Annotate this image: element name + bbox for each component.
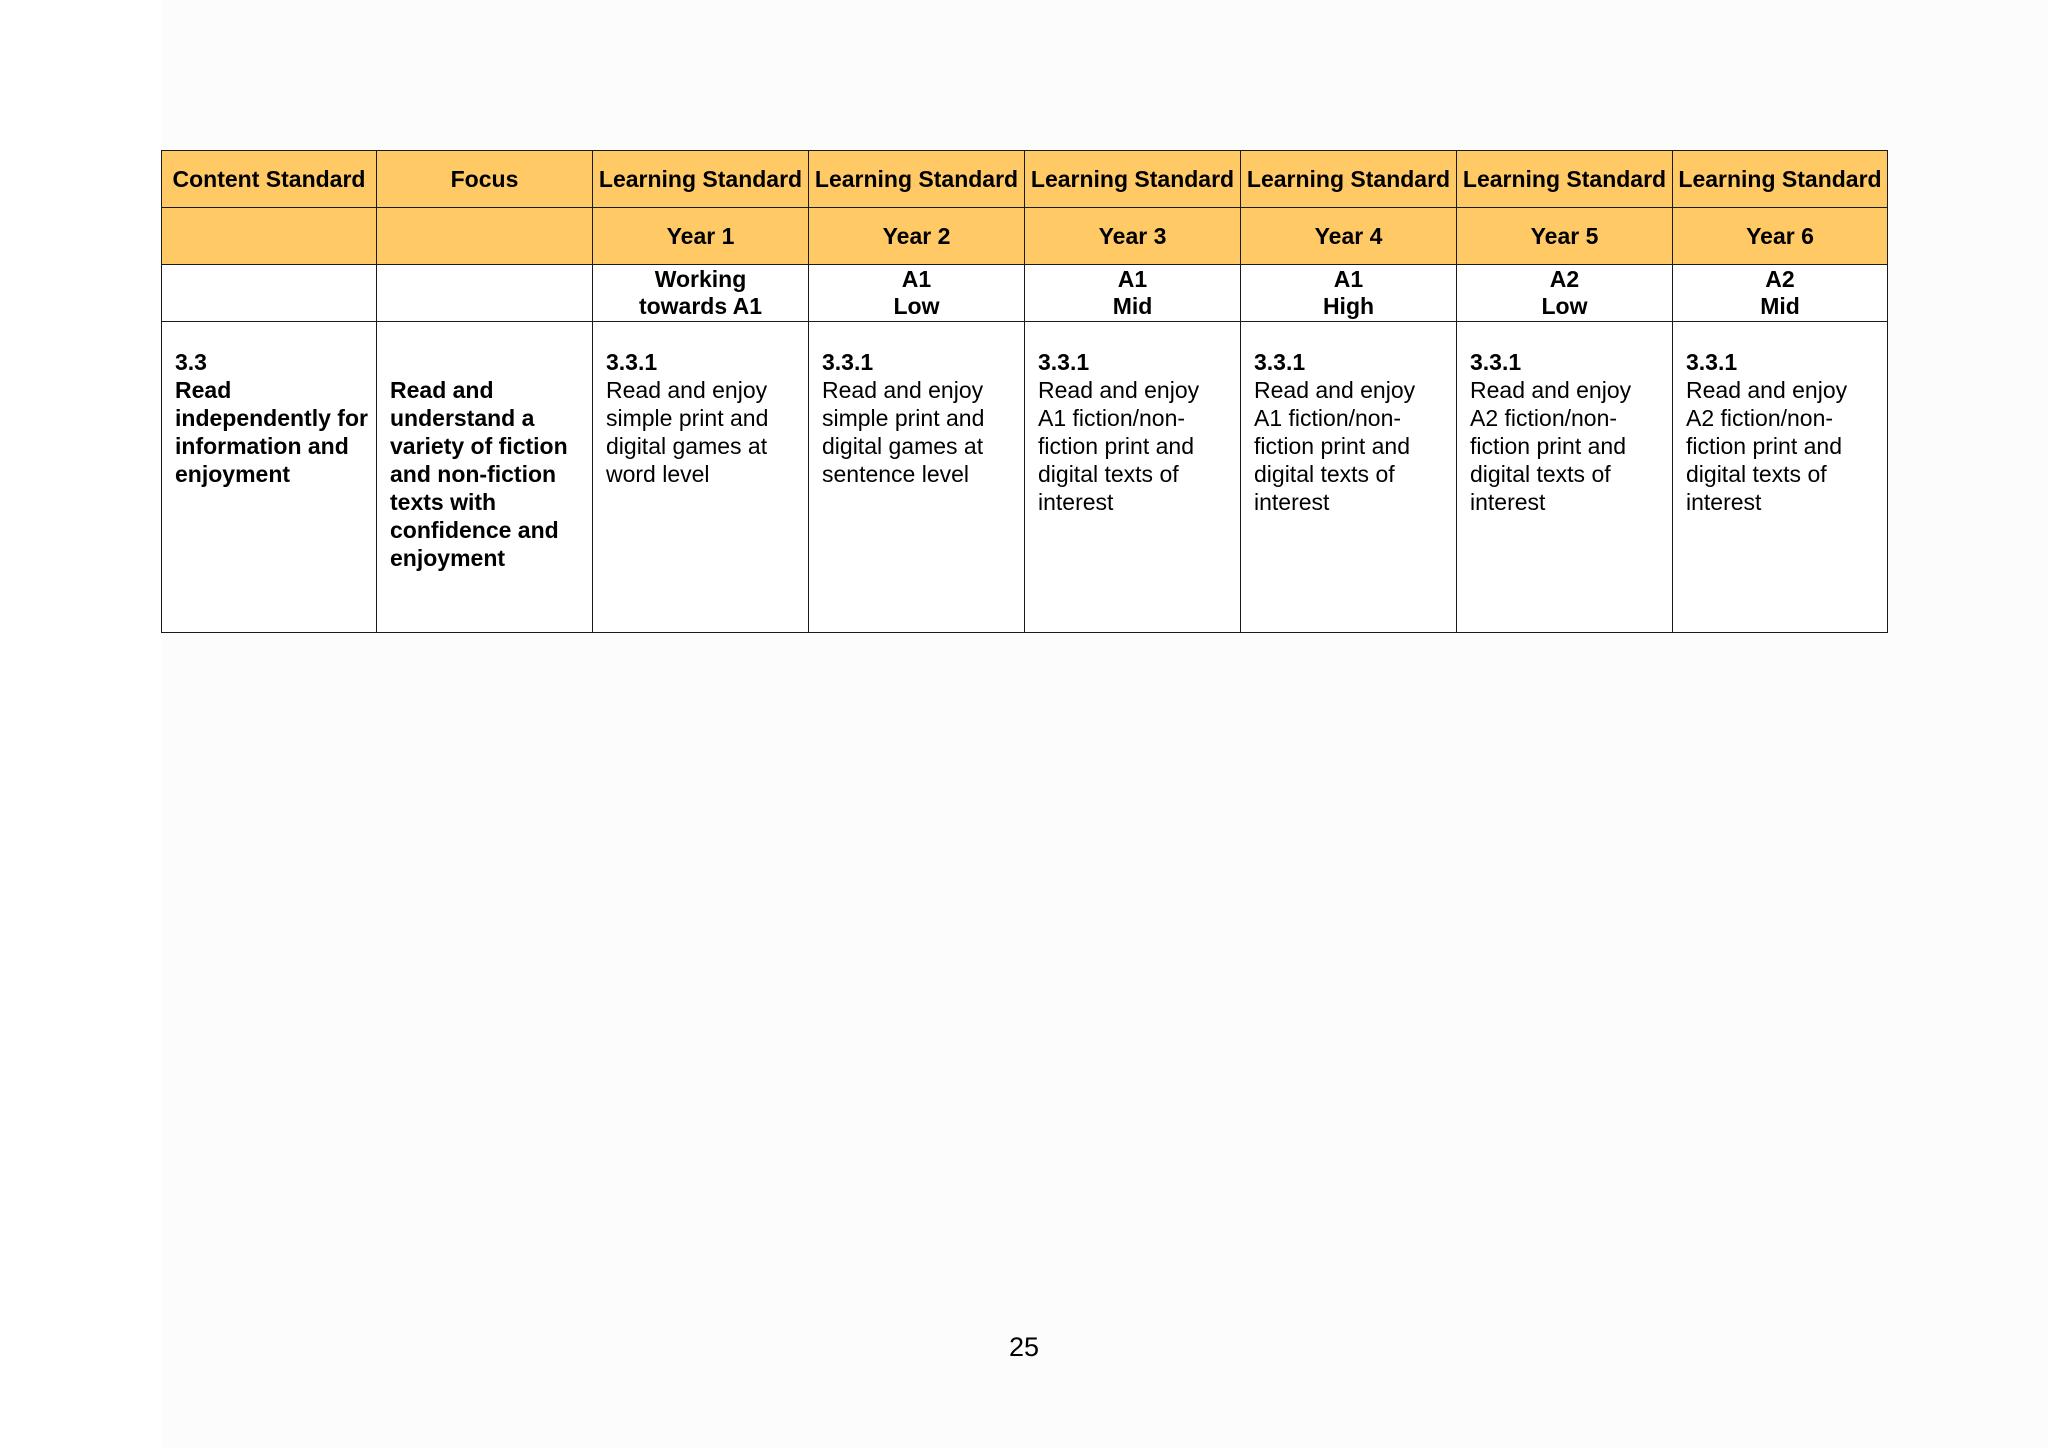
band-line2: Mid: [1760, 293, 1800, 319]
band-line1: A2: [1549, 266, 1580, 292]
header-learning-standard: Learning Standard: [809, 151, 1025, 208]
learning-standard-text: Read and enjoy A1 fiction/non-fiction print and digital texts of interest: [1038, 377, 1200, 515]
learning-standard-text: Read and enjoy simple print and digital games at word level: [606, 377, 769, 487]
focus-cell: Read and understand a variety of fiction and non-fiction texts with confidence and enjoyment: [377, 322, 593, 633]
year-4-header: Year 4: [1241, 208, 1457, 265]
year-empty-cell: [162, 208, 377, 265]
learning-standards-table: [161, 150, 1888, 633]
learning-standard-year-6: [1673, 322, 1888, 633]
header-focus: Focus: [377, 151, 593, 208]
header-learning-standard: Learning Standard: [1025, 151, 1241, 208]
band-line1: Working: [654, 266, 747, 292]
band-year-4: [1241, 265, 1457, 322]
band-line2: Low: [893, 293, 940, 319]
band-line1: A2: [1765, 266, 1795, 292]
year-5-header: Year 5: [1457, 208, 1673, 265]
band-year-6: [1673, 265, 1888, 322]
year-row: [162, 208, 1888, 265]
learning-standard-code: 3.3.1: [1686, 349, 1738, 375]
header-learning-standard: Learning Standard: [1457, 151, 1673, 208]
content-standard-code: 3.3: [175, 349, 207, 375]
band-line2: towards A1: [638, 293, 763, 319]
learning-standard-year-3: [1025, 322, 1241, 633]
year-1-header: Year 1: [593, 208, 809, 265]
learning-standard-code: 3.3.1: [822, 349, 874, 375]
year-3-header: Year 3: [1025, 208, 1241, 265]
band-empty-cell: [377, 265, 593, 322]
header-content-standard: Content Standard: [162, 151, 377, 208]
learning-standard-year-2: [809, 322, 1025, 633]
content-standard-cell: [162, 322, 377, 633]
learning-standard-code: 3.3.1: [1038, 349, 1090, 375]
learning-standard-text: Read and enjoy A2 fiction/non-fiction print and digital texts of interest: [1686, 377, 1848, 515]
band-empty-cell: [162, 265, 377, 322]
band-line1: A1: [1117, 266, 1148, 292]
header-learning-standard: Learning Standard: [1241, 151, 1457, 208]
band-line2: Low: [1541, 293, 1588, 319]
page-number: 25: [1008, 1332, 1040, 1362]
learning-standard-year-1: [593, 322, 809, 633]
year-2-header: Year 2: [809, 208, 1025, 265]
band-year-3: [1025, 265, 1241, 322]
band-line1: A1: [901, 266, 932, 292]
band-line2: High: [1322, 293, 1375, 319]
learning-standard-text: Read and enjoy A2 fiction/non-fiction print and digital texts of interest: [1470, 377, 1632, 515]
content-row: [162, 322, 1888, 633]
learning-standard-year-4: [1241, 322, 1457, 633]
learning-standard-text: Read and enjoy A1 fiction/non-fiction print and digital texts of interest: [1254, 377, 1416, 515]
band-line1: A1: [1333, 266, 1364, 292]
header-row: [162, 151, 1888, 208]
learning-standard-code: 3.3.1: [1254, 349, 1306, 375]
content-standard-text: Read independently for information and enjoyment: [175, 377, 368, 487]
band-line2: Mid: [1112, 293, 1153, 319]
header-learning-standard: Learning Standard: [1673, 151, 1888, 208]
learning-standard-code: 3.3.1: [1470, 349, 1522, 375]
learning-standard-text: Read and enjoy simple print and digital games at sentence level: [822, 377, 985, 487]
year-empty-cell: [377, 208, 593, 265]
header-learning-standard: Learning Standard: [593, 151, 809, 208]
band-year-1: [593, 265, 809, 322]
band-row: [162, 265, 1888, 322]
band-year-2: [809, 265, 1025, 322]
year-6-header: Year 6: [1673, 208, 1888, 265]
learning-standard-code: 3.3.1: [606, 349, 658, 375]
learning-standard-year-5: [1457, 322, 1673, 633]
band-year-5: [1457, 265, 1673, 322]
